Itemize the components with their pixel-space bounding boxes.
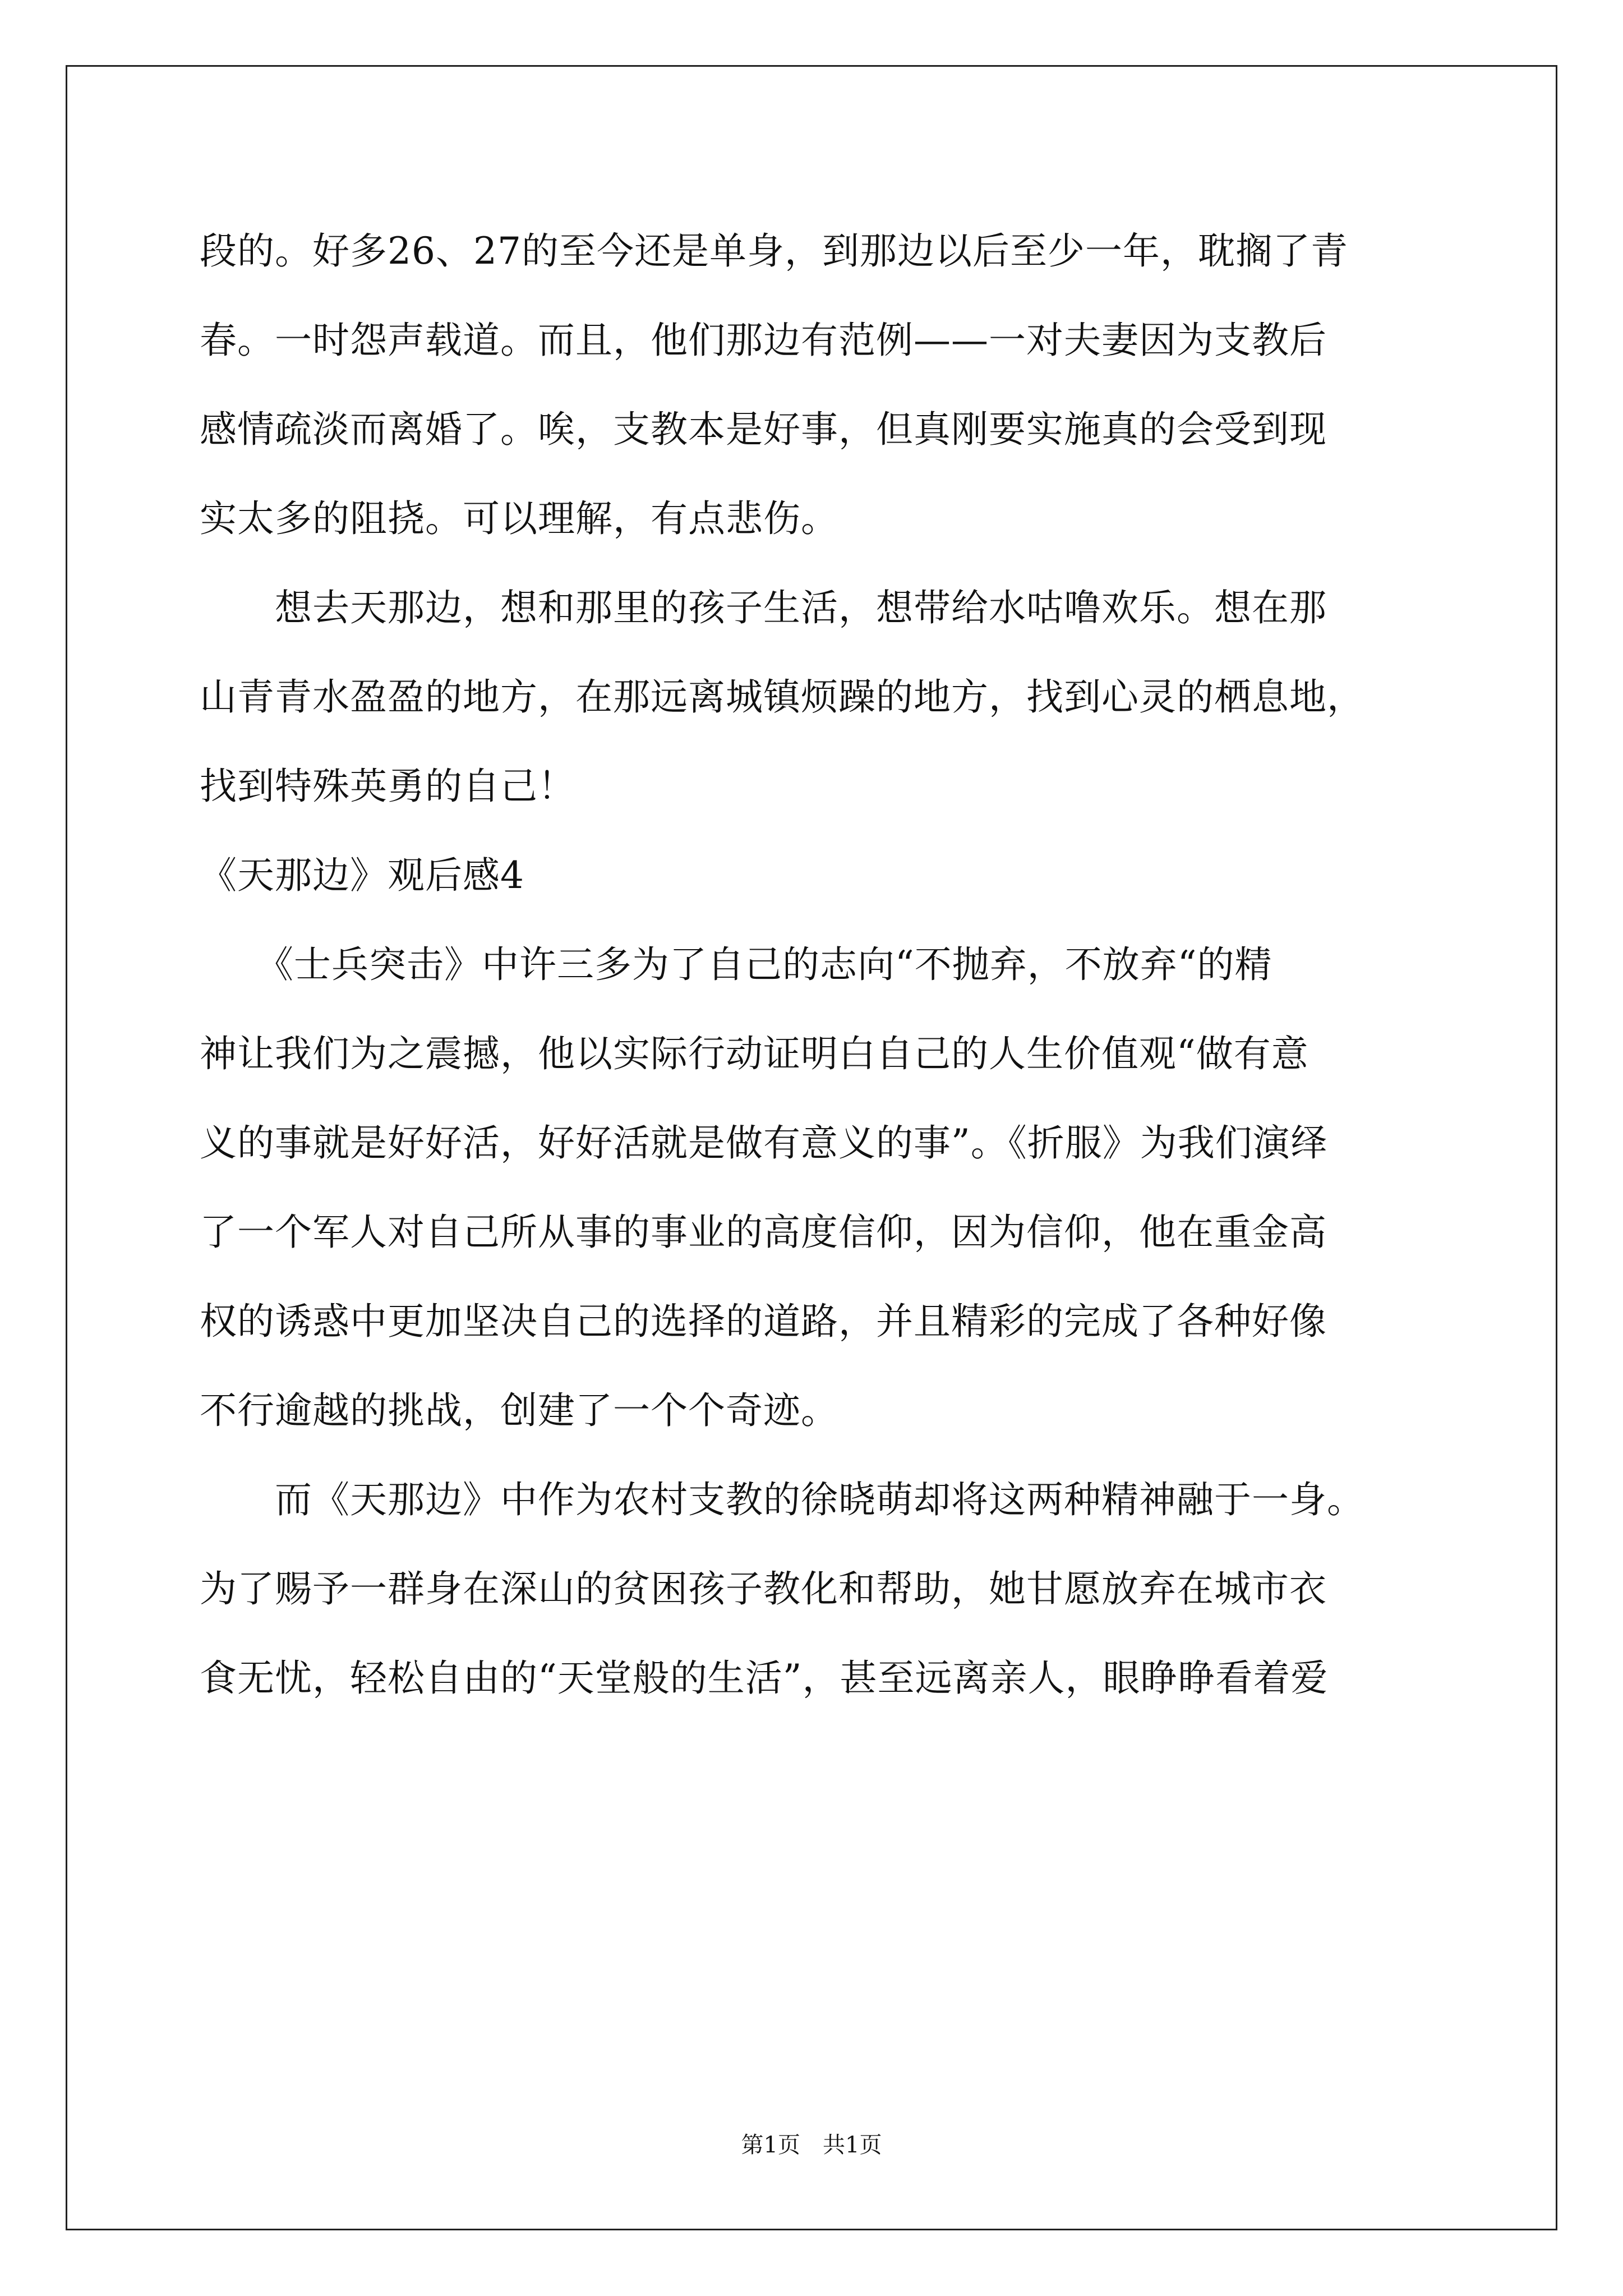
body-line-7: 找到特殊英勇的自己！ [200, 765, 575, 808]
body-line-1: 段的。好多26、27的至今还是单身，到那边以后至少一年，耽搁了青 [200, 229, 1348, 273]
body-line-17: 食无忧，轻松自由的“天堂般的生活”，甚至远离亲人，眼睁睁看着爱 [200, 1657, 1329, 1700]
body-line-4: 实太多的阻挠。可以理解，有点悲伤。 [200, 497, 838, 540]
body-line-12: 了一个军人对自己所从事的事业的高度信仰，因为信仰，他在重金高 [200, 1211, 1327, 1254]
body-line-2: 春。一时怨声载道。而且，他们那边有范例——一对夫妻因为支教后 [200, 319, 1327, 362]
body-line-6: 山青青水盈盈的地方，在那远离城镇烦躁的地方，找到心灵的栖息地， [200, 675, 1364, 719]
body-line-9: 《士兵突击》中许三多为了自己的志向“不抛弃，不放弃“的精 [200, 943, 1272, 986]
body-line-3: 感情疏淡而离婚了。唉，支教本是好事，但真刚要实施真的会受到现 [200, 408, 1327, 451]
section-heading: 《天那边》观后感4 [200, 854, 524, 897]
body-line-11: 义的事就是好好活，好好活就是做有意义的事”。《折服》为我们演绎 [200, 1121, 1328, 1165]
body-line-14: 不行逾越的挑战，创建了一个个奇迹。 [200, 1389, 838, 1432]
body-line-15: 而《天那边》中作为农村支教的徐晓萌却将这两种精神融于一身。 [200, 1478, 1364, 1521]
body-line-5: 想去天那边，想和那里的孩子生活，想带给水咕噜欢乐。想在那 [200, 586, 1327, 629]
page-footer: 第1页 共1页 [741, 2132, 882, 2158]
body-line-13: 权的诱惑中更加坚决自己的选择的道路，并且精彩的完成了各种好像 [200, 1300, 1327, 1343]
body-line-10: 神让我们为之震撼，他以实际行动证明白自己的人生价值观“做有意 [200, 1032, 1309, 1075]
body-line-16: 为了赐予一群身在深山的贫困孩子教化和帮助，她甘愿放弃在城市衣 [200, 1567, 1327, 1611]
